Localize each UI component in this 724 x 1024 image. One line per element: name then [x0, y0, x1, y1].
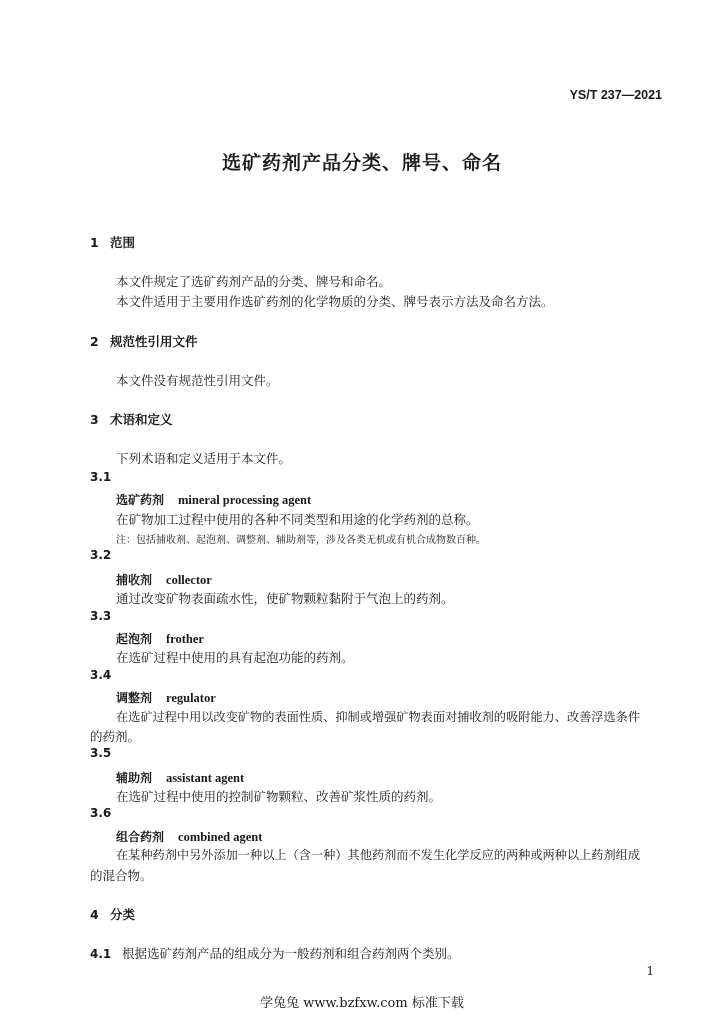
clause-4-1 [90, 944, 460, 962]
term-definition: 在矿物加工过程中使用的各种不同类型和用途的化学药剂的总称。 [116, 512, 479, 527]
section-title: 分类 [110, 907, 136, 922]
term-entry [116, 489, 311, 508]
term-definition: 在选矿过程中用以改变矿物的表面性质、抑制或增强矿物表面对捕收剂的吸附能力、改善浮选条件 [116, 710, 641, 724]
term-english: combined agent [178, 830, 263, 844]
term-definition: 在选矿过程中使用的控制矿物颗粒、改善矿浆性质的药剂。 [116, 789, 442, 804]
term-chinese: 选矿药剂 [116, 493, 165, 507]
term-number: 3.1 [90, 470, 112, 484]
term-definition-continued: 的药剂。 [90, 729, 141, 744]
section-2-heading [90, 332, 198, 350]
clause-number: 4.1 [90, 947, 112, 961]
section-number: 4 [90, 907, 99, 922]
section-4-heading [90, 905, 135, 923]
standard-code: YS/T 237—2021 [569, 88, 662, 102]
paragraph: 本文件适用于主要用作选矿药剂的化学物质的分类、牌号表示方法及命名方法。 [116, 294, 554, 309]
term-number: 3.4 [90, 668, 112, 682]
term-number: 3.5 [90, 746, 112, 760]
term-number: 3.3 [90, 609, 112, 623]
page-number: 1 [646, 964, 654, 978]
term-english: mineral processing agent [178, 493, 312, 507]
section-number: 3 [90, 412, 99, 427]
section-title: 规范性引用文件 [110, 334, 198, 349]
section-number: 1 [90, 235, 99, 250]
paragraph: 本文件没有规范性引用文件。 [116, 373, 279, 388]
clause-text: 根据选矿药剂产品的组成分为一般药剂和组合药剂两个类别。 [122, 946, 460, 961]
term-chinese: 组合药剂 [116, 830, 165, 844]
term-note: 注：包括捕收剂、起泡剂、调整剂、辅助剂等，涉及各类无机或有机合成物数百种。 [116, 535, 486, 546]
term-chinese: 起泡剂 [116, 632, 153, 646]
term-entry [116, 767, 244, 786]
term-entry [116, 826, 262, 845]
term-english: frother [166, 632, 204, 646]
term-english: collector [166, 573, 212, 587]
term-entry [116, 569, 212, 588]
footer-watermark: 学兔兔 www.bzfxw.com 标准下载 [260, 996, 464, 1011]
term-chinese: 辅助剂 [116, 771, 153, 785]
term-english: assistant agent [166, 771, 245, 785]
term-chinese: 捕收剂 [116, 573, 153, 587]
section-title: 范围 [110, 235, 136, 250]
paragraph: 下列术语和定义适用于本文件。 [116, 451, 292, 466]
term-number: 3.6 [90, 806, 112, 820]
term-definition: 在某种药剂中另外添加一种以上（含一种）其他药剂而不发生化学反应的两种或两种以上药剂组成 [116, 848, 641, 862]
section-3-heading [90, 410, 173, 428]
term-definition: 在选矿过程中使用的具有起泡功能的药剂。 [116, 650, 354, 665]
term-definition: 通过改变矿物表面疏水性，使矿物颗粒黏附于气泡上的药剂。 [116, 591, 454, 606]
term-english: regulator [166, 691, 216, 705]
section-title: 术语和定义 [110, 412, 173, 427]
term-definition-continued: 的混合物。 [90, 868, 153, 883]
paragraph: 本文件规定了选矿药剂产品的分类、牌号和命名。 [116, 274, 392, 289]
document-title: 选矿药剂产品分类、牌号、命名 [221, 152, 502, 174]
section-number: 2 [90, 334, 99, 349]
section-1-heading [90, 233, 135, 251]
term-entry [116, 687, 216, 706]
term-chinese: 调整剂 [116, 691, 153, 705]
term-entry [116, 628, 204, 647]
term-number: 3.2 [90, 548, 112, 562]
